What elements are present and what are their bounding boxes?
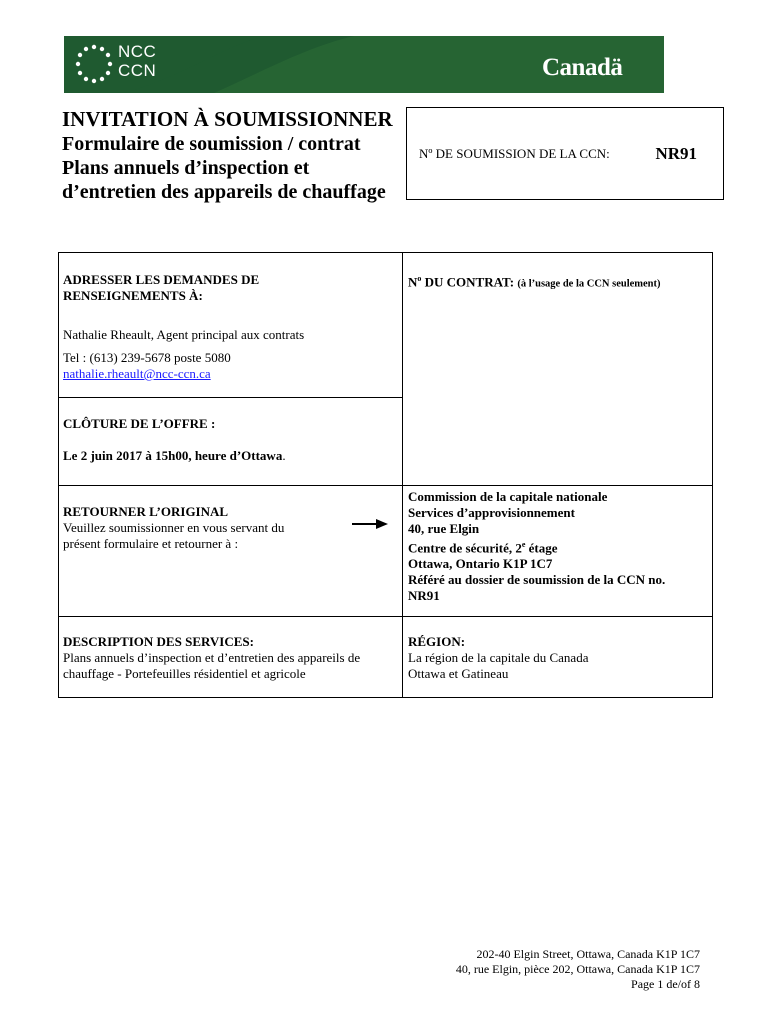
bid-number-label: Nº DE SOUMISSION DE LA CCN:: [419, 146, 610, 161]
inquiries-heading: [63, 272, 259, 304]
canada-wordmark: Canadä: [542, 54, 623, 81]
ncc-banner: [64, 36, 664, 93]
return-address-line1: Commission de la capitale nationale: [408, 489, 608, 504]
services-text-line2: chauffage - Portefeuilles résidentiel et agricole: [63, 666, 306, 681]
return-address-line4-pre: Centre de sécurité, 2: [408, 540, 522, 556]
table-divider-inquiries: [59, 397, 402, 398]
return-address-line2: Services d’approvisionnement: [408, 505, 575, 520]
inquiries-heading-line2: RENSEIGNEMENTS À:: [63, 288, 203, 303]
inquiries-heading-line1: ADRESSER LES DEMANDES DE: [63, 272, 260, 287]
closing-heading: CLÔTURE DE L’OFFRE :: [63, 416, 216, 431]
return-address: [408, 489, 665, 604]
return-address-line3: 40, rue Elgin: [408, 521, 480, 536]
table-divider-return: [59, 616, 712, 617]
return-heading: RETOURNER L’ORIGINAL: [63, 504, 229, 519]
ncc-text-line2: CCN: [118, 61, 157, 80]
ncc-ccn-text: [118, 42, 156, 80]
return-address-line4: [408, 537, 665, 556]
closing-date-text: Le 2 juin 2017 à 15h00, heure d’Ottawa: [63, 448, 283, 463]
region-heading: RÉGION:: [408, 634, 466, 649]
return-text-line1: Veuillez soumissionner en vous servant du: [63, 520, 285, 535]
bid-number-box: [406, 107, 724, 200]
return-address-line6: Référé au dossier de soumission de la CCN no.: [408, 572, 666, 588]
contract-label-prefix: N: [408, 274, 418, 290]
closing-date-suffix: .: [282, 448, 286, 463]
ncc-text-line1: NCC: [118, 42, 157, 61]
return-address-line4-sup: e: [521, 540, 526, 549]
solicitation-form-table: [58, 252, 713, 698]
contract-number-label: [408, 271, 661, 292]
contact-phone: Tel : (613) 239-5678 poste 5080: [63, 350, 231, 365]
return-address-line7: NR91: [408, 588, 440, 604]
return-address-line5: Ottawa, Ontario K1P 1C7: [408, 556, 553, 572]
footer-address-en: 202-40 Elgin Street, Ottawa, Canada K1P 1C7: [476, 947, 700, 961]
contract-label-note: (à l’usage de la CCN seulement): [517, 278, 661, 290]
page-title: INVITATION À SOUMISSIONNER: [62, 107, 393, 131]
services-heading: DESCRIPTION DES SERVICES:: [63, 634, 254, 649]
contact-email-link[interactable]: nathalie.rheault@ncc-ccn.ca: [63, 366, 211, 381]
footer-address-fr: 40, rue Elgin, pièce 202, Ottawa, Canada K1P 1C7: [455, 962, 700, 976]
return-address-line4-post: étage: [525, 540, 558, 556]
contact-name: Nathalie Rheault, Agent principal aux contrats: [63, 327, 305, 342]
closing-date: [63, 448, 286, 464]
return-text-line2: présent formulaire et retourner à :: [63, 536, 239, 551]
region-line1: La région de la capitale du Canada: [408, 650, 589, 665]
page-footer: [456, 947, 700, 992]
title-line3: d’entretien des appareils de chauffage: [62, 181, 386, 203]
contract-label-main: DU CONTRAT:: [421, 274, 518, 290]
table-divider-closing: [59, 485, 712, 486]
table-divider-vertical: [402, 253, 403, 698]
contract-label-sup: o: [417, 274, 422, 283]
title-line2: Plans annuels d’inspection et: [62, 157, 310, 179]
page-number: Page 1 de/of 8: [631, 977, 700, 991]
title-line1: Formulaire de soumission / contrat: [62, 133, 361, 155]
ncc-circle-of-dots-icon: [72, 42, 116, 86]
services-text-line1: Plans annuels d’inspection et d’entretien des appareils de: [63, 650, 361, 665]
region-line2: Ottawa et Gatineau: [408, 666, 509, 681]
right-arrow-icon: [352, 518, 388, 530]
title-block: [62, 106, 402, 204]
bid-number-value: NR91: [655, 144, 697, 163]
